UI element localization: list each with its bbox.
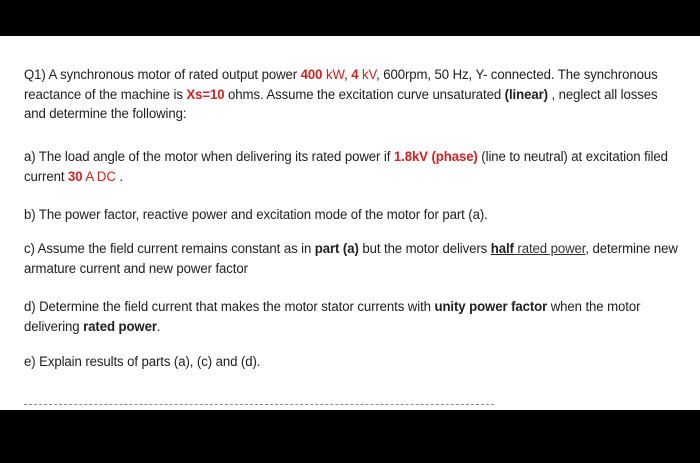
part-b-text: b) The power factor, reactive power and excitation mode of the motor for part (a). xyxy=(24,207,488,223)
part-a-end: . xyxy=(115,168,123,185)
part-b xyxy=(24,206,680,226)
part-e-text: e) Explain results of parts (a), (c) and (d). xyxy=(24,354,261,370)
rated-power-label: rated power xyxy=(513,241,586,257)
rated-power-value: 400 xyxy=(300,67,323,83)
question-intro xyxy=(24,66,680,125)
rated-voltage-unit: kV xyxy=(358,67,377,83)
part-c-end: , determine new armature current and new power factor xyxy=(24,241,678,277)
part-c xyxy=(24,240,680,279)
intro-end: , neglect all losses and determine the following: xyxy=(24,86,658,122)
field-current-unit: A DC xyxy=(82,168,116,185)
linear-label: (linear) xyxy=(504,86,548,103)
part-a-prefix: a) The load angle of the motor when delivering its rated power if xyxy=(24,149,394,165)
synchronous-reactance: Xs=10 xyxy=(186,86,225,103)
intro-middle: , 600rpm, 50 Hz, Y- connected. The synchronous reactance of the machine is xyxy=(24,67,658,103)
part-d-prefix: d) Determine the field current that makes the motor stator currents with xyxy=(24,299,435,315)
part-d-end: . xyxy=(156,318,161,335)
intro-after-xs: ohms. Assume the excitation curve unsaturated xyxy=(224,86,505,103)
part-d-middle: when the motor delivering xyxy=(24,299,641,335)
document-page xyxy=(0,36,700,410)
part-c-middle: but the motor delivers xyxy=(358,241,491,257)
part-a xyxy=(24,148,680,187)
part-c-prefix: c) Assume the field current remains constant as in xyxy=(24,241,315,257)
field-current-value: 30 xyxy=(68,168,83,185)
rated-power-unit: kW xyxy=(322,67,345,83)
unity-power-factor-label: unity power factor xyxy=(434,299,548,315)
part-d xyxy=(24,298,680,337)
half-label: half xyxy=(490,241,514,257)
rated-voltage-value: 4 xyxy=(351,67,359,83)
part-a-middle: (line to neutral) at excitation filed current xyxy=(24,149,668,185)
part-a-emf: 1.8kV (phase) xyxy=(393,149,478,165)
intro-prefix: Q1) A synchronous motor of rated output power xyxy=(24,67,301,83)
part-c-bold: part (a) xyxy=(314,241,359,257)
part-e xyxy=(24,353,680,373)
rated-power-bold: rated power xyxy=(83,318,157,335)
dashed-divider xyxy=(24,404,494,405)
separator: , xyxy=(344,67,352,83)
